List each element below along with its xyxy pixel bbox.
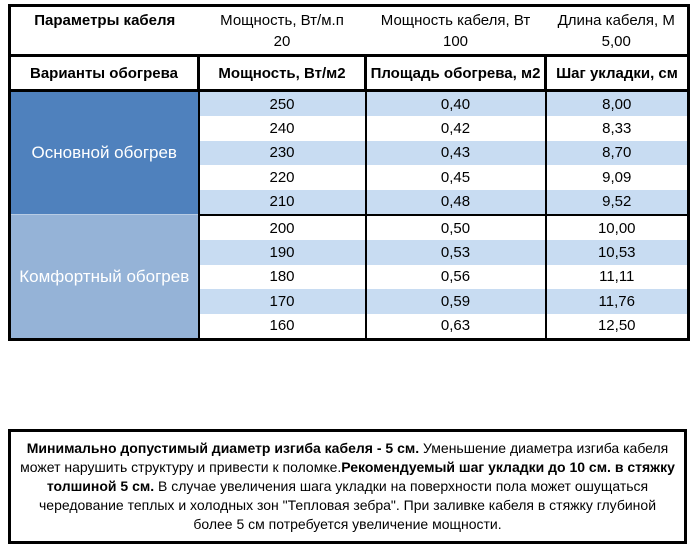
- col-header-power-density: Мощность, Вт/м2: [199, 56, 366, 91]
- col-header-heating-variants: Варианты обогрева: [10, 56, 199, 91]
- cell-power: 240: [199, 116, 366, 140]
- value-cable-length: 5,00: [601, 33, 631, 50]
- cell-power: 180: [199, 265, 366, 289]
- note-text-zebra-warning: В случае увеличения шага укладки на поверхности пола может ошущаться чередование теплых и холодных зон "Тепловая зебра". При заливке кабеля в стяжку глубиной более 5 см потребуется увеличение мощности.: [38, 478, 657, 532]
- table-row: [10, 215, 689, 240]
- cell-power: 220: [199, 165, 366, 189]
- cable-params-values-row: [10, 33, 689, 56]
- cell-step: 10,00: [546, 215, 689, 240]
- cell-area: 0,63: [366, 314, 546, 340]
- cell-area: 0,43: [366, 141, 546, 165]
- cell-power: 170: [199, 289, 366, 313]
- col-header-laying-step: Шаг укладки, см: [546, 56, 689, 91]
- cell-area: 0,45: [366, 165, 546, 189]
- table-row: [10, 91, 689, 117]
- heating-cable-table: [8, 4, 690, 341]
- value-power-per-meter: 20: [273, 33, 291, 50]
- cell-power: 210: [199, 190, 366, 215]
- section-label-comfort-heating: Комфортный обогрев: [10, 215, 199, 339]
- value-cable-power: 100: [442, 33, 469, 50]
- col-header-cable-power: Мощность кабеля, Вт: [380, 12, 531, 29]
- cable-params-header-row: [10, 6, 689, 34]
- note-text-bend-warning: Уменьшение диаметра изгиба кабеля может нарушить структуру и привести к поломке.: [20, 440, 669, 475]
- cell-area: 0,53: [366, 240, 546, 264]
- cell-power: 200: [199, 215, 366, 240]
- cell-step: 12,50: [546, 314, 689, 340]
- cell-area: 0,56: [366, 265, 546, 289]
- cell-power: 190: [199, 240, 366, 264]
- cell-step: 10,53: [546, 240, 689, 264]
- cell-area: 0,42: [366, 116, 546, 140]
- cell-area: 0,59: [366, 289, 546, 313]
- cable-params-title: Параметры кабеля: [34, 12, 176, 29]
- cell-step: 9,09: [546, 165, 689, 189]
- cell-area: 0,40: [366, 91, 546, 117]
- cell-area: 0,50: [366, 215, 546, 240]
- note-bold-min-bend-diameter: Минимально допустимый диаметр изгиба кабеля - 5 см.: [26, 440, 420, 456]
- cell-step: 8,33: [546, 116, 689, 140]
- cell-power: 230: [199, 141, 366, 165]
- col-header-heating-area: Площадь обогрева, м2: [366, 56, 546, 91]
- note-box: [8, 429, 687, 544]
- cell-step: 11,11: [546, 265, 689, 289]
- empty-cell: [10, 33, 199, 56]
- cell-step: 8,70: [546, 141, 689, 165]
- cell-step: 8,00: [546, 91, 689, 117]
- cell-step: 9,52: [546, 190, 689, 215]
- cell-power: 160: [199, 314, 366, 340]
- col-header-power-per-meter: Мощность, Вт/м.п: [220, 12, 344, 29]
- cell-power: 250: [199, 91, 366, 117]
- col-header-cable-length: Длина кабеля, М: [557, 12, 675, 29]
- note-bold-recommended-step: Рекомендуемый шаг укладки до 10 см. в стяжку толшиной 5 см.: [46, 459, 675, 494]
- cell-step: 11,76: [546, 289, 689, 313]
- cell-area: 0,48: [366, 190, 546, 215]
- section-label-primary-heating: Основной обогрев: [10, 91, 199, 215]
- table-header-row: [10, 56, 689, 91]
